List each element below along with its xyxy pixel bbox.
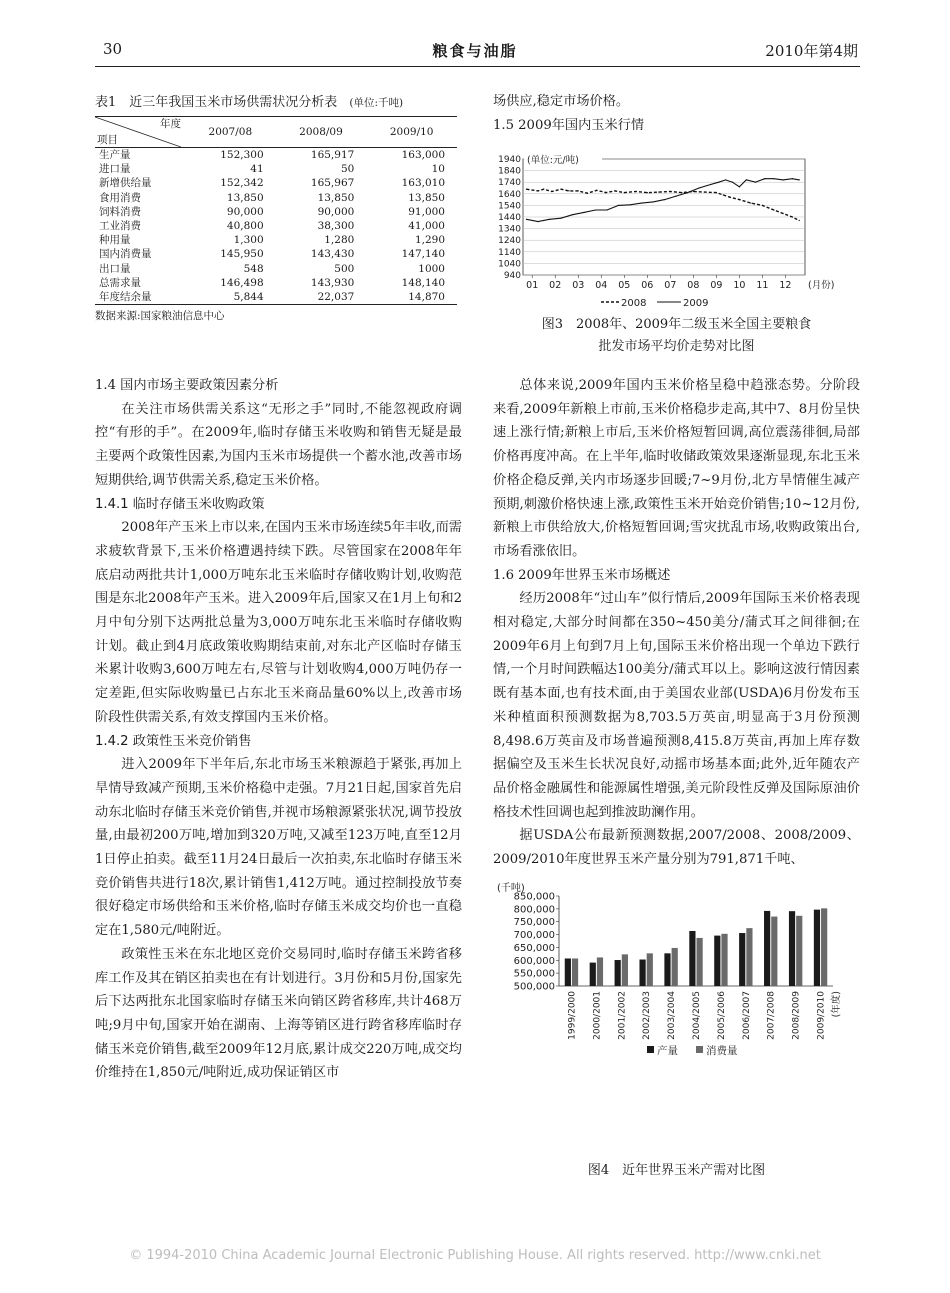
corner-year-label: 年度 [160, 118, 181, 130]
table-cell: 50 [340, 163, 355, 176]
x-tick-label: 1999/2000 [567, 991, 578, 1040]
bar-consumption [697, 938, 703, 986]
issue-label: 2010年第4期 [765, 42, 858, 60]
table-cell: 13,850 [226, 191, 264, 204]
data-point-2008 [596, 190, 597, 191]
table-cell: 148,140 [401, 276, 445, 289]
series-line-2009 [527, 179, 800, 222]
data-point-2008 [647, 192, 648, 193]
data-point-2008 [537, 190, 538, 191]
section-1-6-heading: 1.6 2009年世界玉米市场概述 [493, 567, 671, 583]
data-point-2009 [664, 199, 665, 200]
table-row [95, 233, 457, 247]
x-tick-label: 11 [756, 280, 769, 291]
table-cell: 22,037 [317, 291, 355, 304]
bar-consumption [821, 908, 827, 986]
data-point-2009 [746, 179, 747, 180]
data-point-2008 [716, 192, 717, 193]
table-cell: 152,342 [220, 177, 264, 190]
bar-consumption [622, 954, 628, 986]
data-point-2008 [739, 199, 740, 200]
data-point-2009 [606, 209, 607, 210]
table-cell: 548 [243, 262, 264, 275]
figure-4-caption: 图4 近年世界玉米产需对比图 [587, 1163, 766, 1178]
table-cell: 143,930 [310, 276, 355, 289]
table-row [95, 247, 457, 261]
y-tick-label: 1740 [498, 178, 521, 189]
y-tick-label: 1440 [498, 213, 521, 223]
data-point-2008 [587, 193, 588, 194]
data-point-2008 [614, 190, 615, 191]
paragraph: 政策性玉米在东北地区竞价交易同时,临时存储玉米跨省移库工作及其在销区拍卖也在有计划进行。3月份和5月份,国家先后下达两批东北国家临时存储玉米向销区跨省移库,共计468万吨;9月中旬,国家开始在湖南、上海等销区进行跨省移库临时存储玉米竞价销售,截至2009年12月底,累计成交220万吨,成交均价维持在1,850元/吨附近,成功保证销区市 [95, 946, 462, 1081]
table-cell: 90,000 [226, 205, 264, 218]
data-point-2008 [578, 190, 579, 191]
bar-production [714, 936, 720, 986]
data-point-2008 [605, 192, 606, 193]
x-tick-label: 12 [779, 280, 792, 291]
table-cell: 40,800 [226, 220, 264, 233]
bar-production [789, 911, 795, 986]
y-tick-label: 1940 [498, 155, 521, 165]
x-axis-label: (年度) [831, 991, 842, 1018]
data-point-2009 [572, 214, 573, 215]
x-tick-label: 01 [526, 280, 539, 291]
section-1-5-heading: 1.5 2009年国内玉米行情 [493, 117, 645, 133]
figure-3-line-chart [493, 145, 860, 313]
paragraph: 总体来说,2009年国内玉米价格呈稳中趋涨态势。分阶段来看,2009年新粮上市前,玉米价格稳步走高,其中7、8月份呈快速上涨行情;新粮上市后,玉米价格短暂回调,高位震荡徘徊,局部价格再度冲高。在上半年,临时收储政策效果逐渐显现,东北玉米价格企稳反弹,关内市场逐步回暖;7~9月份,北方旱情催生减产预期,刺激价格快速上涨,政策性玉米开始竞价销售;10~12月份,新粮上市供给放大,价格短暂回调;雪灾扰乱市场,收购政策出台,市场看涨依旧。 [493, 378, 860, 559]
data-point-2008 [750, 202, 751, 203]
table-cell: 163,000 [401, 149, 445, 161]
x-tick-label: 09 [710, 280, 723, 291]
table1-title: 表1 近三年我国玉米市场供需状况分析表 [95, 95, 338, 110]
data-point-2009 [739, 186, 740, 187]
bar-consumption [647, 953, 653, 986]
x-axis-label: (月份) [808, 280, 835, 291]
data-point-2008 [658, 191, 659, 192]
data-point-2009 [583, 212, 584, 213]
table-row [95, 290, 457, 305]
data-point-2008 [543, 189, 544, 190]
data-point-2009 [718, 182, 719, 183]
y-tick-label: 1240 [498, 236, 521, 247]
page-number: 30 [103, 40, 123, 58]
y-tick-label: 940 [503, 271, 521, 281]
figure-3-caption-line1: 图3 2008年、2009年二级玉米全国主要粮食 [541, 317, 812, 332]
table-row [95, 191, 457, 205]
row-label: 生产量 [99, 149, 131, 161]
bar-production [739, 933, 745, 986]
table-cell: 14,870 [408, 291, 445, 304]
row-label: 进口量 [99, 163, 131, 176]
bar-consumption [597, 957, 603, 986]
table-row [95, 162, 457, 176]
bar-production [615, 960, 621, 986]
y-tick-label: 650,000 [513, 942, 555, 954]
y-tick-label: 800,000 [513, 904, 555, 916]
bar-production [590, 963, 596, 986]
bar-production [664, 953, 670, 986]
table1-corner [95, 117, 185, 148]
data-point-2009 [537, 221, 538, 222]
table1-source: 数据来源:国家粮油信息中心 [95, 310, 225, 323]
table-cell: 1000 [418, 262, 445, 275]
x-tick-label: 2002/2003 [642, 991, 653, 1040]
bar-consumption [672, 948, 678, 986]
bar-production [814, 910, 820, 986]
paragraph: 经历2008年“过山车”似行情后,2009年国际玉米价格表现相对稳定,大部分时间都在350~450美分/蒲式耳之间徘徊;在2009年6月上旬到7月上旬,国际玉米价格出现一个单边下跌行情,一个月时间跌幅达100美分/蒲式耳以上。影响这波行情因素既有基本面,也有技术面,由于美国农业部(USDA)6月份发布玉米种植面积预测数据为8,703.5万英亩,明显高于3月份预测8,498.6万英亩及市场普遍预测8,415.8万英亩,再加上库存数据偏空及玉米生长状况良好,动摇市场基本面;此外,近年随农产品价格金融属性和能源属性增强,美元阶段性反弹及国际原油价格技术性回调也起到推波助澜作用。 [493, 591, 860, 820]
x-tick-label: 05 [618, 280, 631, 291]
x-tick-label: 10 [733, 280, 746, 291]
data-point-2009 [675, 196, 676, 197]
data-point-2009 [710, 184, 711, 185]
x-tick-label: 2000/2001 [592, 991, 603, 1040]
x-tick-label: 02 [549, 280, 562, 291]
data-point-2009 [629, 204, 630, 205]
data-point-2009 [764, 178, 765, 179]
table-cell: 13,850 [317, 191, 355, 204]
paragraph: 2008年产玉米上市以来,在国内玉米市场连续5年丰收,而需求疲软背景下,玉米价格遭遇持续下跌。尽管国家在2008年年底启动两批共计1,000万吨东北玉米临时存储收购计划,收购范围是东北2008年产玉米。进入2009年后,国家又在1月上旬和2月中旬分别下达两批总量为3,000万吨东北玉米临时存储收购计划。截止到4月底政策收购期结束前,对东北产区临时存储玉米累计收购3,600万吨左右,尽管与计划收购4,000万吨仍存一定差距,但实际收购量已占东北玉米商品量60%以上,改善市场阶段性供需关系,有效支撑国内玉米价格。 [95, 520, 462, 725]
data-point-2008 [799, 220, 800, 221]
unit-label: (千吨) [497, 883, 525, 894]
section-1-4-2-heading: 1.4.2 政策性玉米竞价销售 [95, 733, 252, 749]
data-point-2009 [699, 187, 700, 188]
bar-consumption [746, 928, 752, 986]
x-tick-label: 2009/2010 [816, 991, 827, 1040]
row-label: 总需求量 [99, 276, 141, 289]
table-row [95, 262, 457, 276]
legend-label: 消费量 [706, 1045, 738, 1057]
data-point-2009 [549, 219, 550, 220]
x-tick-label: 2001/2002 [617, 991, 628, 1040]
table-cell: 143,430 [310, 248, 355, 261]
table-row [95, 276, 457, 290]
row-label: 种用量 [99, 234, 131, 247]
year-header: 2007/08 [208, 125, 253, 138]
data-point-2008 [773, 209, 774, 210]
paragraph: 场供应,稳定市场价格。 [493, 94, 630, 109]
section-1-4-1-heading: 1.4.1 临时存储玉米收购政策 [95, 496, 265, 512]
x-tick-label: 03 [572, 280, 585, 291]
table-row [95, 219, 457, 233]
y-tick-label: 1640 [498, 189, 521, 200]
data-point-2008 [783, 213, 784, 214]
right-column-top [493, 90, 860, 137]
table-cell: 13,850 [408, 191, 445, 204]
data-point-2009 [725, 179, 726, 180]
data-point-2009 [732, 182, 733, 183]
x-tick-label: 2006/2007 [741, 991, 752, 1040]
table-cell: 10 [431, 163, 445, 176]
year-header: 2008/09 [299, 125, 343, 138]
data-point-2009 [687, 192, 688, 193]
y-tick-label: 1340 [498, 224, 521, 235]
y-tick-label: 1540 [498, 201, 521, 212]
legend-swatch-consumption [696, 1046, 703, 1053]
row-label: 年度结余量 [99, 291, 152, 304]
table-cell: 41 [250, 163, 264, 176]
y-tick-label: 1140 [498, 247, 521, 258]
data-point-2008 [624, 192, 625, 193]
data-point-2009 [792, 178, 793, 179]
y-tick-label: 1840 [498, 166, 521, 177]
bar-production [639, 960, 645, 986]
table-cell: 152,300 [220, 149, 264, 161]
table1-unit: (单位:千吨) [349, 97, 404, 109]
table-row [95, 205, 457, 219]
copyright-watermark: © 1994-2010 China Academic Journal Electronic Publishing House. All rights reserved. http://www.cnki.net [129, 1248, 821, 1263]
header-rule [95, 66, 860, 67]
data-point-2008 [551, 191, 552, 192]
data-point-2009 [652, 201, 653, 202]
unit-label: (单位:元/吨) [527, 155, 579, 166]
table1 [95, 116, 457, 305]
figure-4-bar-chart [493, 882, 860, 1060]
table-cell: 500 [334, 262, 355, 275]
y-tick-label: 700,000 [513, 930, 555, 942]
legend-label: 产量 [657, 1045, 678, 1057]
y-tick-label: 500,000 [513, 981, 555, 993]
table-cell: 165,917 [310, 149, 355, 161]
bar-production [565, 958, 571, 986]
data-point-2009 [799, 179, 800, 180]
section-1-4-heading: 1.4 国内市场主要政策因素分析 [95, 378, 279, 393]
table-row [95, 176, 457, 190]
data-point-2008 [762, 205, 763, 206]
bar-production [764, 911, 770, 986]
data-point-2009 [595, 209, 596, 210]
table-cell: 147,140 [401, 248, 445, 261]
table-cell: 1,280 [324, 234, 355, 247]
x-tick-label: 2008/2009 [791, 991, 802, 1040]
x-tick-label: 04 [595, 280, 608, 291]
row-label: 食用消费 [99, 191, 141, 204]
row-label: 工业消费 [99, 220, 141, 233]
data-point-2009 [641, 202, 642, 203]
x-tick-label: 2003/2004 [667, 991, 678, 1040]
legend-swatch-production [647, 1046, 654, 1053]
table-cell: 163,010 [401, 177, 445, 190]
y-tick-label: 550,000 [513, 968, 555, 980]
bar-consumption [572, 958, 578, 986]
figure-3-caption-line2: 批发市场平均价走势对比图 [598, 339, 755, 354]
x-tick-label: 06 [641, 280, 654, 291]
bar-consumption [796, 916, 802, 986]
bar-consumption [721, 934, 727, 986]
x-tick-label: 08 [687, 280, 700, 291]
y-tick-label: 850,000 [513, 891, 555, 903]
data-point-2008 [693, 191, 694, 192]
right-column [493, 374, 860, 872]
data-point-2008 [635, 191, 636, 192]
corner-item-label: 项目 [97, 133, 118, 146]
left-column [95, 374, 462, 1085]
table-cell: 146,498 [220, 276, 264, 289]
year-header: 2009/10 [389, 125, 434, 138]
data-point-2008 [568, 190, 569, 191]
data-point-2009 [526, 219, 527, 220]
data-point-2008 [670, 191, 671, 192]
paragraph: 据USDA公布最新预测数据,2007/2008、2008/2009、2009/2010年度世界玉米产量分别为791,871千吨、 [493, 828, 860, 868]
figure-3-caption [493, 314, 860, 358]
journal-title: 粮食与油脂 [432, 42, 518, 60]
table-row [95, 148, 457, 163]
y-tick-label: 750,000 [513, 917, 555, 929]
legend-label: 2008 [621, 298, 647, 309]
legend-label: 2009 [683, 298, 709, 309]
data-point-2008 [723, 194, 724, 195]
row-label: 新增供给量 [99, 177, 152, 190]
table-cell: 90,000 [317, 205, 355, 218]
table-cell: 41,000 [408, 220, 445, 233]
paragraph: 进入2009年下半年后,东北市场玉米粮源趋于紧张,再加上旱情导致减产预期,玉米价格稳中走强。7月21日起,国家首先启动东北临时存储玉米竞价销售,并视市场粮源紧张状况,调节投放量,由最初200万吨,增加到320万吨,又减至123万吨,直至12月1日停止拍卖。截至11月24日最后一次拍卖,东北临时存储玉米竞价销售共进行18次,累计销售1,412万吨。通过控制投放节奏很好稳定市场供给和玉米价格,临时存储玉米成交均价也一直稳定在1,580元/吨附近。 [95, 757, 462, 939]
data-point-2008 [560, 189, 561, 190]
row-label: 国内消费量 [99, 248, 152, 261]
data-point-2008 [792, 216, 793, 217]
data-point-2008 [730, 197, 731, 198]
data-point-2009 [773, 178, 774, 179]
y-tick-label: 1040 [498, 259, 521, 270]
x-tick-label: 2005/2006 [716, 991, 727, 1040]
table-cell: 1,300 [233, 234, 264, 247]
table-cell: 91,000 [408, 205, 445, 218]
data-point-2009 [560, 218, 561, 219]
data-point-2008 [704, 191, 705, 192]
data-point-2009 [618, 205, 619, 206]
bar-production [689, 931, 695, 986]
x-tick-label: 07 [664, 280, 677, 291]
table-cell: 145,950 [220, 248, 264, 261]
row-label: 出口量 [99, 262, 131, 275]
row-label: 饲料消费 [99, 205, 141, 218]
table-cell: 165,967 [310, 177, 355, 190]
data-point-2008 [526, 189, 527, 190]
table1-block [95, 94, 465, 323]
paragraph: 在关注市场供需关系这“无形之手”同时,不能忽视政府调控“有形的手”。在2009年,临时存储玉米收购和销售无疑是最主要两个政策性因素,为国内玉米市场提供一个蓄水池,改善市场短期供给,调节供需关系,稳定玉米价格。 [95, 401, 462, 488]
table-cell: 38,300 [317, 220, 355, 233]
data-point-2009 [755, 182, 756, 183]
x-tick-label: 2007/2008 [766, 991, 777, 1040]
y-tick-label: 600,000 [513, 955, 555, 967]
data-point-2008 [681, 192, 682, 193]
data-point-2009 [783, 179, 784, 180]
bar-consumption [771, 917, 777, 986]
x-tick-label: 2004/2005 [692, 991, 702, 1040]
table-cell: 5,844 [233, 291, 264, 304]
table-cell: 1,290 [414, 234, 445, 247]
